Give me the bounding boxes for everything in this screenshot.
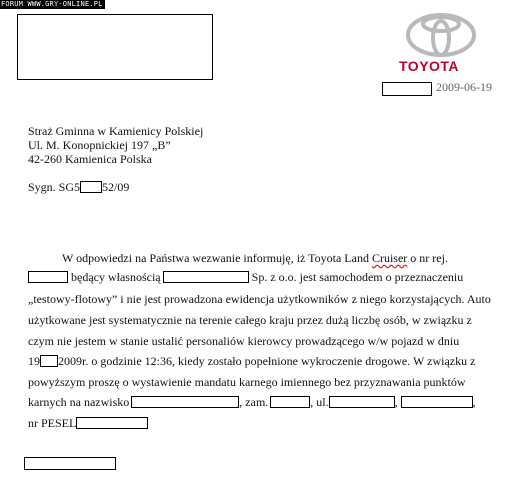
street-redaction: [329, 396, 395, 408]
letter-date: 2009-06-19: [436, 80, 492, 94]
name-redaction: [131, 396, 239, 408]
body-text: W odpowiedzi na Państwa wezwanie informuję, iż Toyota Land: [62, 251, 372, 265]
body-line-7: powyższym proszę o wystawienie mandatu karnego imiennego bez przyznawania punktów: [28, 375, 466, 389]
sender-redaction-box: [17, 14, 213, 80]
spellcheck-word: Cruiser: [371, 251, 408, 265]
body-line-1: [62, 251, 448, 266]
body-line-4: użytkowane jest systematycznie na terenie całego kraju przez dużą liczbę osób, w związku z: [28, 313, 472, 327]
body-text: 2009r. o godzinie 12:36, kiedy zostało popełnione wykroczenie drogowe. W związku z: [58, 354, 476, 368]
reference-prefix: Sygn. SG5: [28, 180, 81, 194]
recipient-line-3: 42-260 Kamienica Polska: [28, 152, 152, 166]
recipient-line-1: Straż Gminna w Kamienicy Polskiej: [28, 124, 204, 138]
body-text: ,: [394, 395, 398, 409]
body-line-3: „testowy-flotowy” i nie jest prowadzona ewidencja użytkowników z niego korzystających. Auto: [28, 292, 491, 306]
body-line-8: [28, 395, 476, 410]
postcode-redaction: [401, 396, 473, 408]
recipient-line-2: Ul. M. Konopnickiej 197 „B”: [28, 138, 171, 152]
date-redaction: [40, 355, 58, 367]
town-redaction: [270, 396, 310, 408]
city-redaction-box: [382, 82, 432, 96]
registration-redaction: [28, 271, 68, 283]
body-text: będący własnością: [68, 270, 161, 284]
body-text: karnych na nazwisko: [28, 395, 130, 409]
reference-redaction: [80, 181, 102, 193]
reference-suffix: 52/09: [102, 180, 130, 194]
body-line-9: [28, 416, 148, 431]
forum-watermark: FORUM WWW.GRY-ONLINE.PL: [1, 0, 103, 8]
body-text: , ul.: [310, 395, 329, 409]
toyota-logo-text: TOYOTA: [399, 58, 460, 74]
body-line-2: [28, 270, 463, 285]
case-reference: [28, 180, 129, 195]
company-redaction: [163, 271, 249, 283]
signature-redaction-box: [24, 457, 116, 470]
body-text: , zam.: [239, 395, 269, 409]
body-text: Sp. z o.o. jest samochodem o przeznaczeniu: [248, 270, 464, 284]
body-text: o nr rej.: [407, 251, 448, 265]
body-line-6: [28, 354, 475, 369]
body-text: 19: [28, 354, 40, 368]
body-line-5: czym nie jestem w stanie ustalić personaliów kierowcy prowadzącego w/w pojazd w dniu: [28, 334, 460, 348]
pesel-redaction: [76, 417, 148, 429]
body-text: ,: [472, 395, 476, 409]
body-text: nr PESEL: [28, 416, 77, 430]
